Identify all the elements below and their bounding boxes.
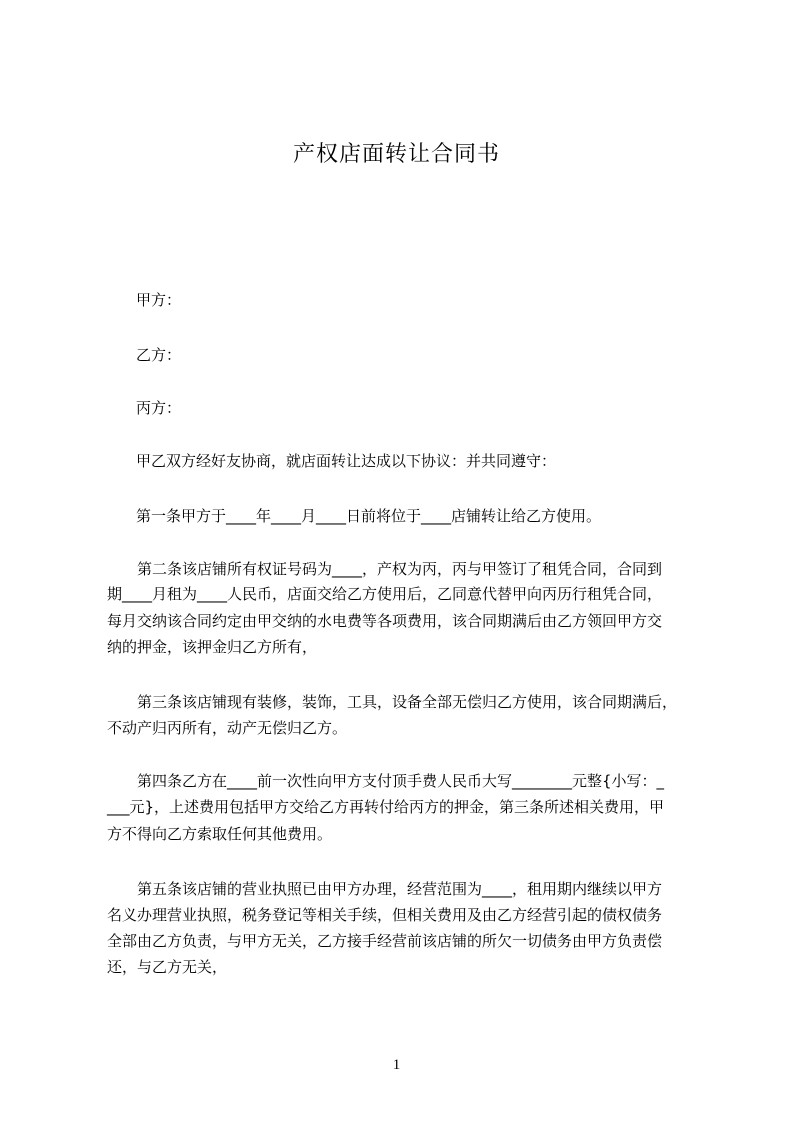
article-5-line: 还，与乙方无关，: [107, 958, 228, 976]
article-4-line: ___元}，上述费用包括甲方交给乙方再转付给丙方的押金，第三条所述相关费用，甲: [107, 798, 665, 816]
article-5-line: 第五条该店铺的营业执照已由甲方办理，经营范围为____，租用期内继续以甲方: [137, 880, 663, 898]
article-4-line: 第四条乙方在____前一次性向甲方支付顶手费人民币大写________元整{小写：_: [137, 772, 665, 790]
article-5-line: 名义办理营业执照，税务登记等相关手续，但相关费用及由乙方经营引起的债权债务: [107, 906, 663, 924]
article-3-line: 第三条该店铺现有装修，装饰，工具，设备全部无偿归乙方使用，该合同期满后，: [137, 693, 678, 711]
article-4-line: 方不得向乙方索取任何其他费用。: [107, 825, 333, 843]
article-2-line: 纳的押金，该押金归乙方所有，: [107, 638, 318, 656]
party-c-label: 丙方：: [136, 399, 182, 417]
article-1-line: 第一条甲方于____年____月____日前将位于____店铺转让给乙方使用。: [136, 507, 602, 525]
article-5-line: 全部由乙方负责，与甲方无关，乙方接手经营前该店铺的所欠一切债务由甲方负责偿: [107, 932, 663, 950]
intro-paragraph: 甲乙双方经好友协商，就店面转让达成以下协议：并共同遵守：: [136, 452, 557, 470]
party-b-label: 乙方：: [136, 346, 182, 364]
article-2-line: 第二条该店铺所有权证号码为____，产权为丙，丙与甲签订了租凭合同，合同到: [137, 560, 663, 578]
article-3-line: 不动产归丙所有，动产无偿归乙方。: [107, 719, 348, 737]
page-number: 1: [392, 1057, 401, 1073]
document-title: 产权店面转让合同书: [292, 142, 500, 167]
party-a-label: 甲方：: [136, 291, 182, 309]
article-2-line: 每月交纳该合同约定由甲交纳的水电费等各项费用，该合同期满后由乙方领回甲方交: [107, 612, 663, 630]
article-2-line: 期____月租为____人民币，店面交给乙方使用后，乙同意代替甲向丙历行租凭合同，: [107, 585, 663, 603]
